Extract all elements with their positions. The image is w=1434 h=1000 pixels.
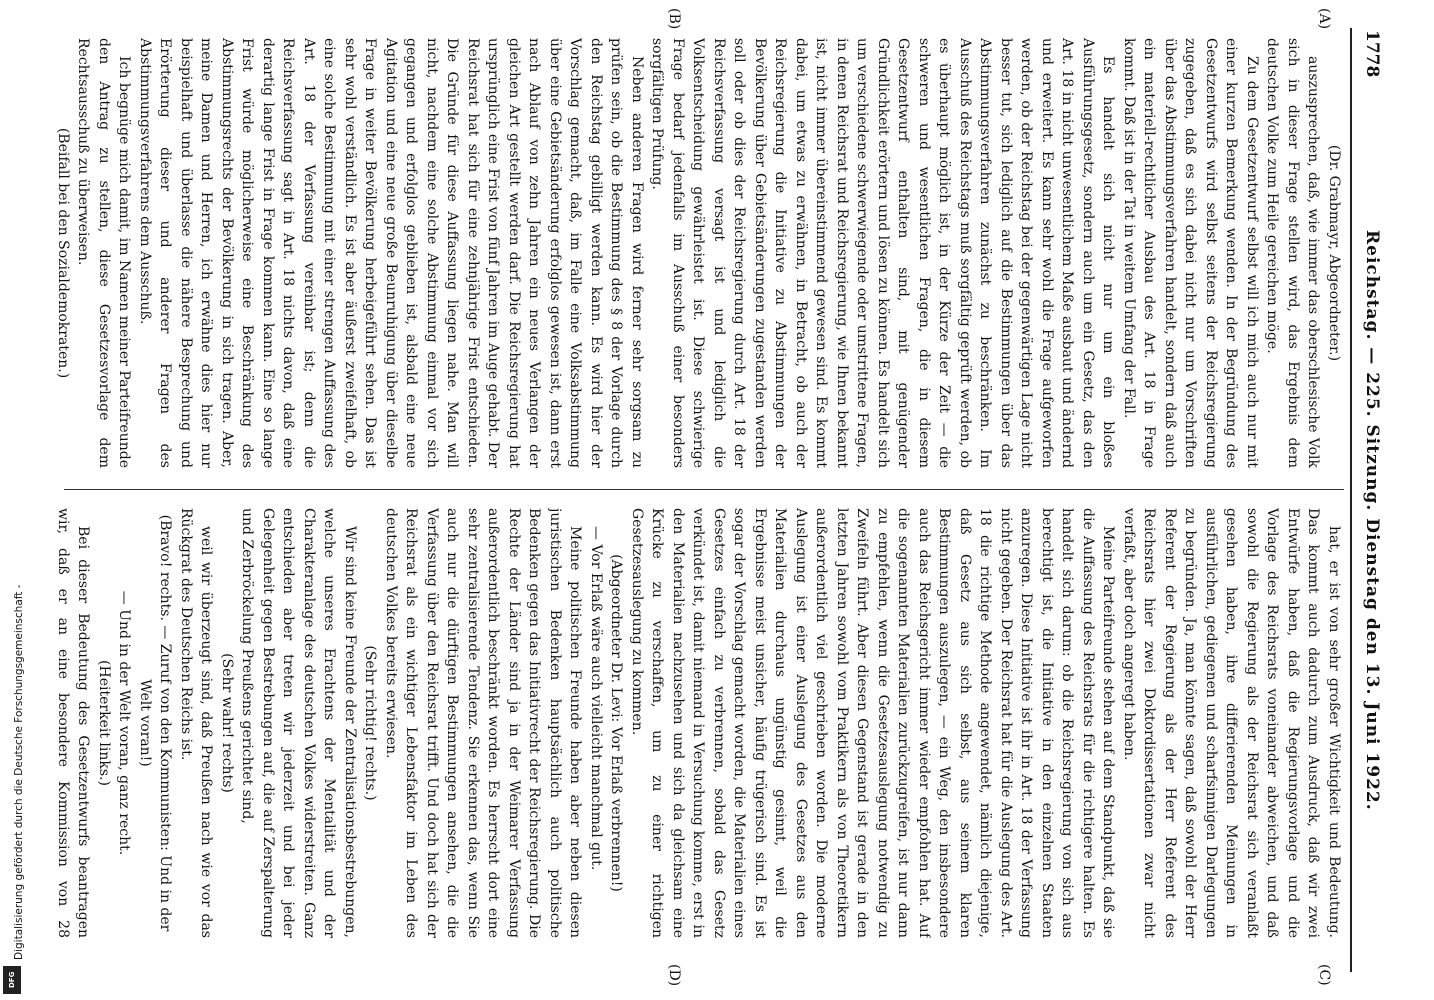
interjection: (Bravo! rechts. — Zuruf von den Kommunisten: Und in der Welt voran!) [137,514,174,932]
paragraph: — Vor Erlaß wäre auch vielleicht manchmal gut. [588,526,604,871]
rotated-page [14,0,1394,1000]
paragraph: Zu dem Gesetzentwurf selbst will ich mich auch nur mit einer kurzen Bemerkung wenden. In der Begründung des Gesetzentwurfs wird selbst seitens der Reichsregierung zugegeben, daß es sich dabei nicht nur um Vorschriften über das Abstimmungsverfahren handelt, sondern daß auch ein materiell-rechtlicher Ausbau des Art. 18 in Frage kommt. Daß ist in der Tat in weitem Umfang der Fall. [1121,38,1260,468]
paragraph: Meine Parteifreunde stehen auf dem Standpunkt, daß sie die Auffassung des Reichsrats für die richtigere halten. Es handelt sich darum: ob die Reichsregierung von sich aus berechtigt ist, die Initiative in den einzelnen Staaten anzuregen. Diese Initiative ist ihr in Art. 18 der Verfassung nicht gegeben. Der Reichsrat hat für die Auslegung des Art. 18 die richtige Methode angewendet, nämlich diejenige, daß Gesetz aus sich selbst, aus seinem klaren Bestimmungen auszulegen, — ein Weg, den insbesondere auch das Reichsgericht immer wieder empfohlen hat. Auf die sogenannten Materialien zurückzugreifen, ist nur dann zu empfehlen, wenn die Gesetzesauslegung notwendig zu Zweifeln führt. Aber diesen Gegenstand ist gerade in den letzten Jahren sowohl vom Praktikern als von Theoretikern außerordentlich viel geschrieben worden. Die moderne Auslegung ist einer Auslegung des Gesetzes aus den Materialien durchaus ungünstig gesinnt, weil die Ergebnisse meist unsicher, häufig trügerisch sind. Es ist sogar der Vorschlag gemacht worden, die Materialien eines Gesetzes einfach zu verbrennen, sobald das Gesetz verkündet ist, damit niemand in Versuchung komme, erst in den Materialien nachzusehen und sich da gleichsam eine Krücke zu verschaffen, um zu einer richtigen Gesetzesauslegung zu kommen. [629,508,1117,938]
running-head: Reichstag. — 225. Sitzung. Dienstag den 13. Juni 1922. [1362,230,1382,811]
interjection: (Dr. Grabmayr, Abgeordneter.) [1326,144,1342,362]
column-rule [64,489,1344,490]
paragraph: hat, er ist von sehr großer Wichtigkeit und Bedeutung. Das kommt auch dadurch zum Ausdruck, daß wir zwei Entwürfe haben, daß die Regierungsvorlage und die Vorlage des Reichsrats voneinander abweichen, und daß sowohl die Regierung als der Reichsrat sich veranlaßt gesehen haben, ihre differierenden Meinungen in ausführlichen, gediegenen und scharfsinnigen Darlegungen zu begründen. Ja, man könnte sagen, daß sowohl der Herr Referent der Regierung als der Herr Referent des Reichsrats hier zwei Doktordissertationen zwar nicht verfaßt, aber doch angeregt haben. [1121,508,1342,938]
interjection: (Abgeordneter Dr. Levi: Vor Erlaß verbrennen!) [608,554,625,892]
interjection: (Beifall bei den Sozialdemokraten.) [55,127,71,379]
paragraph: auszusprechen, daß, wie immer das oberschlesische Volk sich in dieser Frage stellen wird, das Ergebnis dem deutschen Volke zum Heile gereichen möge. [1264,38,1322,468]
page-number: 1778 [1362,30,1382,78]
paragraph: Ich begnüge mich damit, im Namen meiner Parteifreunde den Antrag zu stellen, diese Gesetzesvorlage dem Rechtsausschuß zu überweisen. [75,38,133,468]
right-column [54,508,1344,938]
page-header [1356,30,1386,970]
paragraph: Es handelt sich nicht nur um ein bloßes Ausführungsgesetz, sondern auch um ein Gesetz, das den Art. 18 in nicht unwesentlichem Maße ausbaut und ändernd und erweitert. Es kann sehr wohl die Frage aufgeworfen werden, ob der Reichstag bei der gegenwärtigen Lage nicht besser tut, sich lediglich auf die Bestimmungen über das Abstimmungsverfahren zunächst zu beschränken. Im Ausschuß des Reichstags muß sorgfältig geprüft werden, ob es überhaupt möglich ist, in der Kürze der Zeit — die schweren und wesentlichen Fragen, die in diesem Gesetzentwurf enthalten sind, mit genügender Gründlichkeit erörtern und lösen zu können. Es handelt sich um verschiedene schwerwiegende oder umstrittene Fragen, in denen Reichsrat und Reichsregierung, wie Ihnen bekannt ist, nicht immer übereinstimmend gewesen sind. Es kommt dabei, um etwas zu erwähnen, in Betracht, ob auch der Reichsregierung die Initiative zu Abstimmungen der Bevölkerung über Gebietsänderungen zugestanden werden soll oder ob dies der Reichsregierung durch Art. 18 der Reichsverfassung versagt ist und lediglich die Volksentscheidung gewährleistet ist. Diese schwierige Frage bedarf jedenfalls im Ausschuß einer besonders sorgfältigen Prüfung. [649,38,1117,468]
digitization-credit: Digitalisierung gefördert durch die Deutsche Forschungsgemeinschaft - [13,584,25,960]
left-column [54,38,1344,468]
interjection: (Sehr wahr! rechts) [219,653,235,793]
interjection: (Sehr richtig! rechts.) [362,645,379,801]
margin-letter-d: (D) [666,964,682,987]
dfg-logo: DFG [3,966,21,994]
footer-strip [0,0,26,1000]
paragraph: Bei dieser Bedeutung des Gesetzentwurfs beantragen wir, daß er an eine besondere Kommission von 28 [55,508,92,938]
paragraph: Wir sind keine Freunde der Zentralisationsbestrebungen, welche unseres Erachtens der Mentalität und der Charakteranlage des deutschen Volkes widerstreiten. Ganz entschieden aber treten wir jederzeit und bei jeder Gelegenheit gegen Bestrebungen auf, die auf Zerspalterung und Zerbröckelung Preußens gerichtet sind, [239,508,358,938]
margin-letter-a: (A) [1316,8,1332,30]
paragraph: Neben anderen Fragen wird ferner sehr sorgsam zu prüfen sein, ob die Bestimmung des § 8 der Vorlage durch den Reichstag gebilligt werden kann. Es wird hier der Vorschlag gemacht, daß, im Falle eine Volksabstimmung über eine Gebietsänderung erfolglos gewesen ist, dann erst nach Ablauf von zehn Jahren ein neues Verlangen der gleichen Art gestellt werden darf. Die Reichsregierung hat ursprünglich eine Frist von fünf Jahren im Auge gehabt. Der Reichsrat hat sich für eine zehnjährige Frist entschieden. Die Gründe für diese Auffassung liegen nahe. Man will nicht, nachdem eine solche Abstimmung einmal vor sich gegangen und erfolglos geblieben ist, alsbald eine neue Agitation und eine neue große Beunruhigung über dieselbe Frage in weiter Bevölkerung herbeigeführt sehen. Das ist sehr wohl verständlich. Es ist aber äußerst zweifelhaft, ob eine solche Bestimmung mit einer strengen Auffassung des Art. 18 der Verfassung vereinbar ist; denn die Reichsverfassung sagt in Art. 18 nichts davon, daß eine derartig lange Frist in Frage kommen kann. Eine so lange Frist würde möglicherweise eine Beschränkung des Abstimmungsrechts der Bevölkerung in sich tragen. Aber, meine Damen und Herren, ich erwähne dies hier nur beispielhaft und überlasse die nähere Besprechung und Erörterung dieser und anderer Fragen des Abstimmungsverfahrens dem Ausschuß. [137,38,645,468]
header-rule [1350,28,1352,972]
interjection: (Heiterkeit links.) [96,660,112,786]
paragraph: Meine politischen Freunde haben aber neben diesen juristischen Bedenken hauptsächlich auch politische Bedenken gegen das Initiativrecht der Reichsregierung. Die Rechte der Länder sind ja in der Weimarer Verfassung außerordentlich beschränkt worden. Es herrscht dort eine sehr zentralisierende Tendenz. Sie erkennen das, wenn Sie auch nur die dürftigen Bestimmungen ansehen, die die Verfassung über den Reichsrat trifft. Und doch hat sich der Reichsrat als ein wichtiger Lebensfaktor im Leben des deutschen Volkes bereits erwiesen. [383,508,584,938]
margin-letter-b: (B) [666,8,682,30]
interjection: — Und in der Welt voran, ganz recht. [116,590,133,856]
paragraph: weil wir überzeugt sind, daß Preußen nach wie vor das Rückgrat des Deutschen Reichs ist. [178,508,215,938]
margin-letter-c: (C) [1316,964,1332,986]
